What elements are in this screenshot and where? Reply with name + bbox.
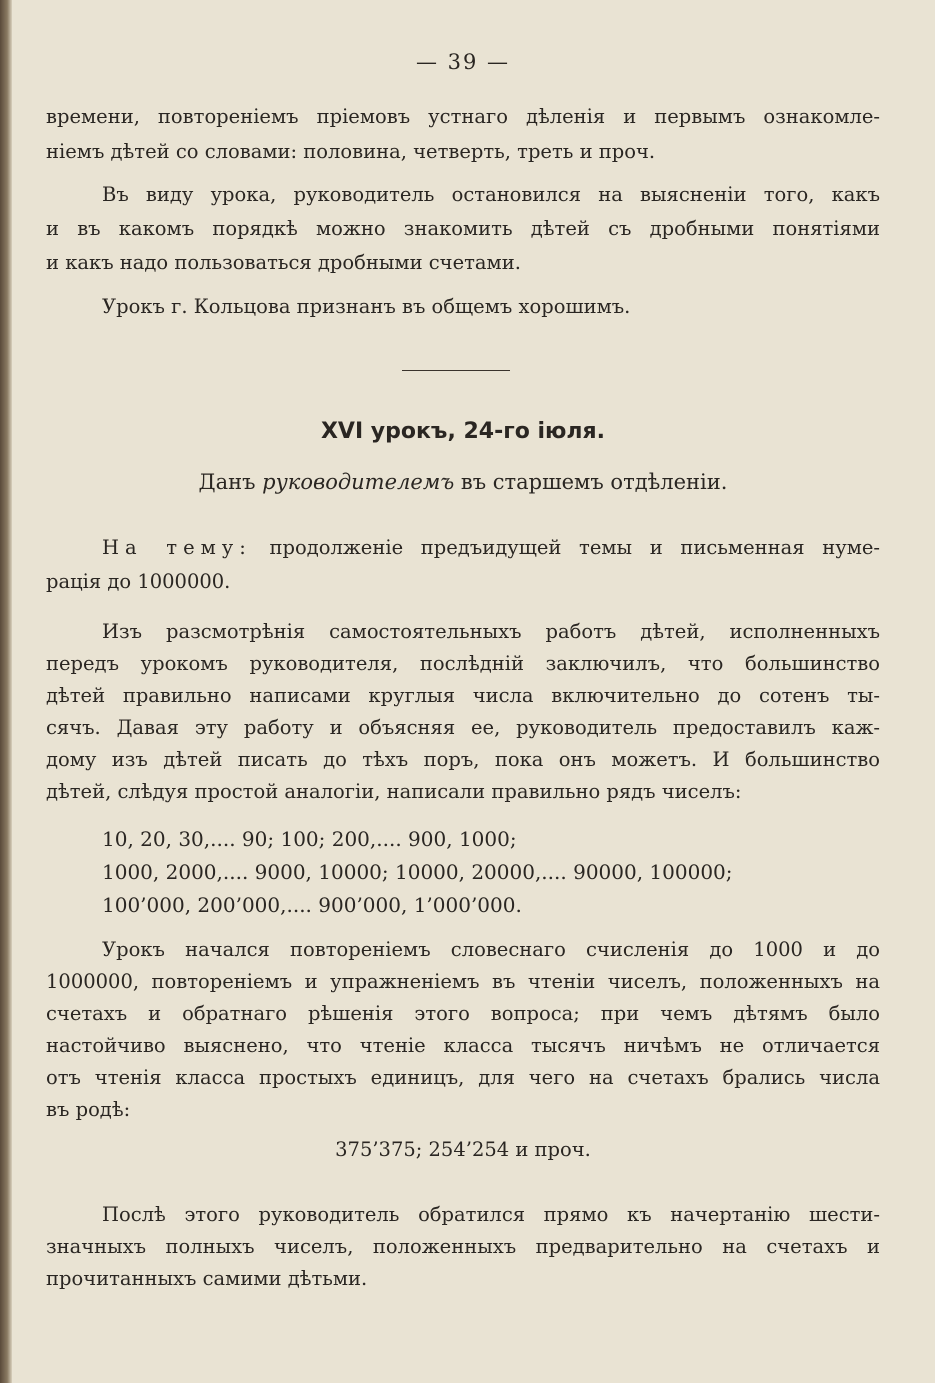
text-line: передъ урокомъ руководителя, послѣднiй заключилъ, что большинство: [46, 652, 880, 675]
text-line: 1000000, повторенiемъ и упражненiемъ въ чтенiи чиселъ, положенныхъ на: [46, 970, 880, 993]
text-line: дому изъ дѣтей писать до тѣхъ поръ, пока онъ можетъ. И большинство: [46, 748, 880, 771]
book-spine-shadow: [0, 0, 12, 1383]
text-line: и какъ надо пользоваться дробными счетами.: [46, 251, 521, 274]
text-line: сячъ. Давая эту работу и объясняя ее, руководитель предоставилъ каж-: [46, 716, 880, 739]
text-line: Изъ разсмотрѣнiя самостоятельныхъ работъ дѣтей, исполненныхъ: [102, 620, 880, 643]
lesson-heading: XVI урокъ, 24-го iюля.: [320, 419, 606, 444]
text-line: дѣтей правильно написами круглыя числа включительно до сотенъ ты-: [46, 684, 880, 707]
text-line: значныхъ полныхъ чиселъ, положенныхъ предварительно на счетахъ и: [46, 1235, 880, 1258]
topic-line: [46, 536, 880, 560]
subheading-pre: Данъ: [198, 470, 263, 494]
text-line: настойчиво выяснено, что чтенiе класса тысячъ ничѣмъ не отличается: [46, 1034, 880, 1057]
text-line: нiемъ дѣтей со словами: половина, четверть, треть и проч.: [46, 140, 656, 163]
text-line: Урокъ начался повторенiемъ словеснаго счисленiя до 1000 и до: [102, 938, 880, 961]
topic-text: продолженiе предъидущей темы и письменная нуме-: [251, 536, 880, 559]
text-line: въ родѣ:: [46, 1098, 131, 1121]
text-line: и въ какомъ порядкѣ можно знакомить дѣтей съ дробными понятiями: [46, 217, 880, 240]
example-numbers: 375’375; 254’254 и проч.: [335, 1138, 591, 1161]
text-line: счетахъ и обратнаго рѣшенiя этого вопроса; при чемъ дѣтямъ было: [46, 1002, 880, 1025]
subheading-italic: руководителемъ: [262, 470, 455, 494]
text-line: дѣтей, слѣдуя простой аналогiи, написали правильно рядъ чиселъ:: [46, 780, 742, 803]
text-line: рацiя до 1000000.: [46, 570, 231, 593]
text-line: прочитанныхъ самими дѣтьми.: [46, 1267, 368, 1290]
text-line: отъ чтенiя класса простыхъ единицъ, для чего на счетахъ брались числа: [46, 1066, 880, 1089]
text-line: времени, повторенiемъ прiемовъ устнаго дѣленiя и первымъ ознакомле-: [46, 105, 880, 128]
text-line: Урокъ г. Кольцова признанъ въ общемъ хорошимъ.: [102, 295, 631, 318]
book-page: [46, 0, 880, 1383]
number-row: 100’000, 200’000,.... 900’000, 1’000’000.: [102, 893, 522, 917]
page-number: — 39 —: [415, 50, 511, 74]
section-divider: [402, 370, 510, 371]
number-row: 1000, 2000,.... 9000, 10000; 10000, 20000,.... 90000, 100000;: [102, 860, 733, 884]
text-line: Послѣ этого руководитель обратился прямо къ начертанiю шести-: [102, 1203, 880, 1226]
lesson-subheading: [46, 468, 880, 496]
subheading-post: въ старшемъ отдѣленiи.: [454, 470, 728, 494]
text-line: Въ виду урока, руководитель остановился на выясненiи того, какъ: [102, 183, 880, 206]
number-row: 10, 20, 30,.... 90; 100; 200,.... 900, 1000;: [102, 827, 517, 851]
topic-label: На тему:: [102, 536, 252, 559]
